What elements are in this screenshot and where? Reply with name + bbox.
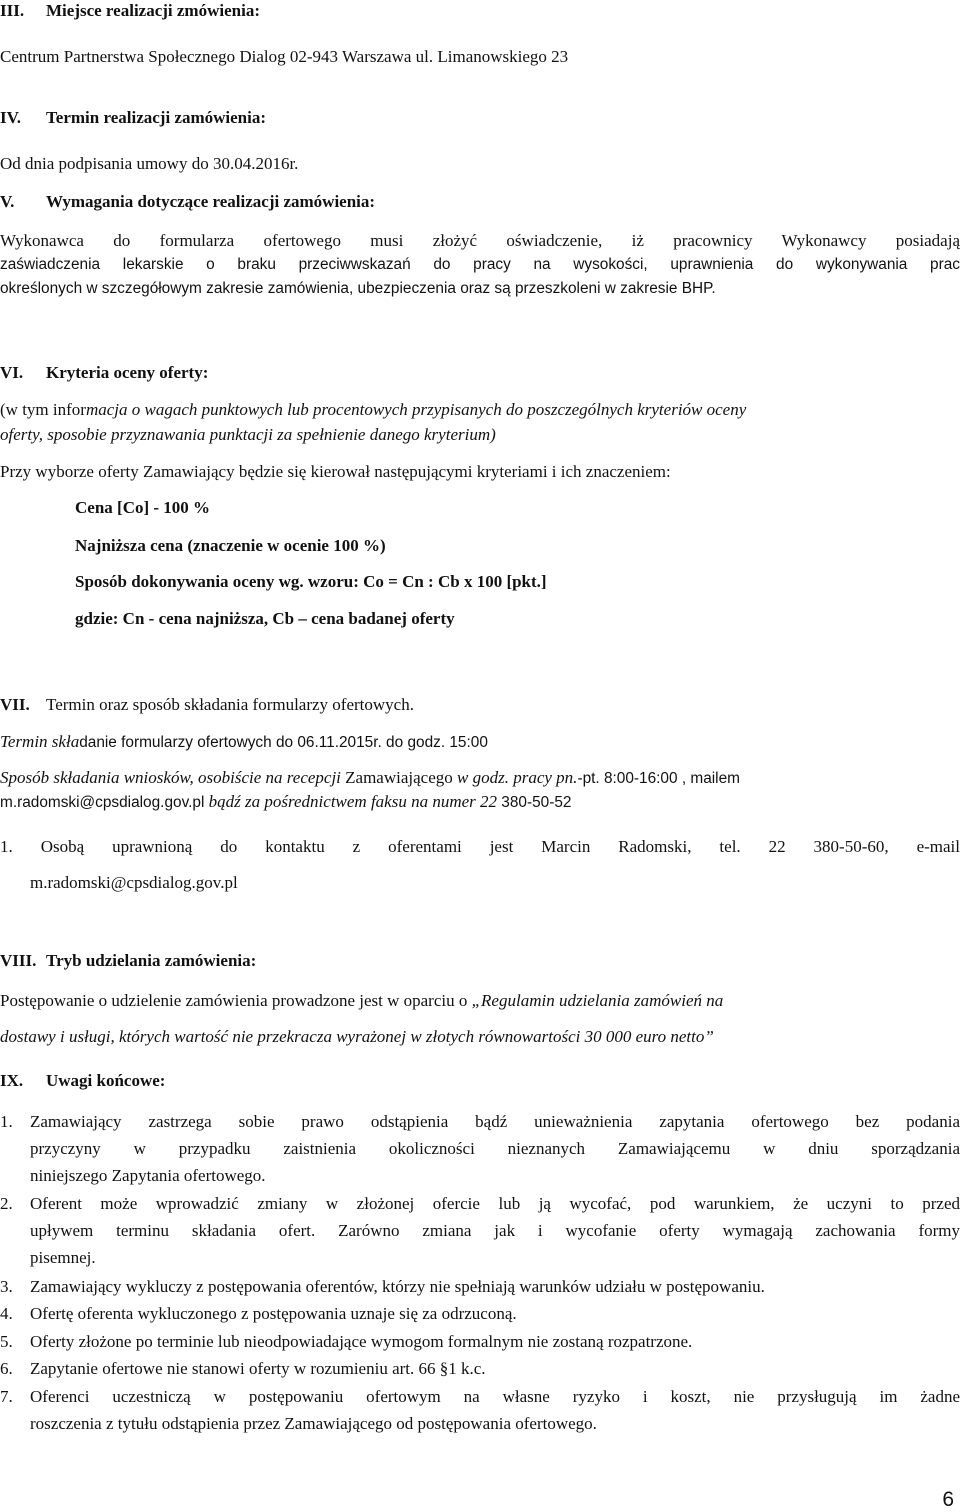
section-7-heading bbox=[0, 694, 960, 716]
item-line: upływem terminu składania ofert. Zarówno zmiana jak i wycofanie oferty wymagają zachowania formy bbox=[30, 1221, 960, 1240]
item-line: Oferty złożone po terminie lub nieodpowiadające wymogom formalnym nie zostaną rozpatrzone. bbox=[30, 1332, 693, 1351]
item-line: niniejszego Zapytania ofertowego. bbox=[30, 1166, 266, 1185]
section-5-line: określonych w szczegółowym zakresie zamówienia, ubezpieczenia oraz są przeszkoleni w zakresie BHP. bbox=[0, 280, 716, 297]
section-5-heading bbox=[0, 191, 960, 213]
section-3-text: Centrum Partnerstwa Społecznego Dialog 02-943 Warszawa ul. Limanowskiego 23 bbox=[0, 47, 569, 66]
section-number: VIII. bbox=[0, 951, 37, 970]
criteria-intro: Przy wyborze oferty Zamawiający będzie się kierował następującymi kryteriami i ich znaczeniem: bbox=[0, 462, 671, 481]
section-title: Uwagi końcowe: bbox=[46, 1071, 166, 1090]
section-number: IV. bbox=[0, 108, 21, 127]
item-line: Ofertę oferenta wykluczonego z postępowania uznaje się za odrzuconą. bbox=[30, 1304, 517, 1323]
section-title: Wymagania dotyczące realizacji zamówienia: bbox=[46, 192, 376, 211]
section-title: Miejsce realizacji zmówienia: bbox=[46, 1, 260, 20]
method-part: Zamawiającego bbox=[345, 768, 458, 787]
item-number: 4. bbox=[0, 1304, 13, 1323]
criterion-item: Cena [Co] - 100 % bbox=[75, 498, 211, 517]
method-part: bądź za pośrednictwem faksu na numer 22 bbox=[208, 792, 502, 811]
item-line: roszczenia z tytułu odstąpienia przez Zamawiającego od postępowania ofertowego. bbox=[30, 1414, 597, 1433]
item-line: pisemnej. bbox=[30, 1248, 96, 1267]
section-7-contact: 1. Osobą uprawnioną do kontaktu z oferentami jest Marcin Radomski, tel. 22 380-50-60, e-mail bbox=[0, 837, 960, 856]
item-number: 3. bbox=[0, 1277, 13, 1296]
section-3-heading bbox=[0, 0, 960, 22]
section-title: Tryb udzielania zamówienia: bbox=[46, 951, 257, 970]
section-8-text: dostawy i usługi, których wartość nie przekracza wyrażonej w złotych równowartości 30 000 euro netto” bbox=[0, 1027, 714, 1046]
email-link[interactable]: m.radomski@cpsdialog.gov.pl bbox=[0, 794, 209, 811]
section-number: VI. bbox=[0, 363, 24, 382]
item-line: Zamawiający zastrzega sobie prawo odstąpienia bądź unieważnienia zapytania ofertowego bez podania bbox=[30, 1112, 960, 1131]
contact-email[interactable]: m.radomski@cpsdialog.gov.pl bbox=[30, 873, 238, 892]
item-number: 5. bbox=[0, 1332, 13, 1351]
deadline-part: danie formularzy ofertowych do 06.11.2015r. do godz. 15:00 bbox=[79, 734, 488, 751]
section-number: III. bbox=[0, 1, 25, 20]
item-line: przyczyny w przypadku zaistnienia okoliczności nieznanych Zamawiającemu w dniu sporządzania bbox=[30, 1139, 960, 1158]
section-number: IX. bbox=[0, 1071, 24, 1090]
section-6-note: oferty, sposobie przyznawania punktacji za spełnienie danego kryterium) bbox=[0, 425, 496, 444]
section-4-text: Od dnia podpisania umowy do 30.04.2016r. bbox=[0, 154, 299, 173]
criterion-item: Najniższa cena (znaczenie w ocenie 100 %) bbox=[75, 536, 386, 555]
item-line: Zapytanie ofertowe nie stanowi oferty w rozumieniu art. 66 §1 k.c. bbox=[30, 1359, 486, 1378]
note-part: macja o wagach punktowych lub procentowych przypisanych do poszczególnych kryteriów oceny bbox=[85, 400, 747, 419]
method-part: -pt. 8:00-16:00 , mailem bbox=[577, 770, 740, 787]
section-8-heading bbox=[0, 950, 960, 972]
section-5-line: Wykonawca do formularza ofertowego musi złożyć oświadczenie, iż pracownicy Wykonawcy posiadają bbox=[0, 231, 960, 250]
text-part: „Regulamin udzielania zamówień na bbox=[471, 991, 724, 1010]
section-title: Termin realizacji zamówienia: bbox=[46, 108, 267, 127]
section-7-method bbox=[0, 767, 960, 790]
method-part: w godz. pracy pn. bbox=[457, 768, 578, 787]
item-line: Zamawiający wykluczy z postępowania oferentów, którzy nie spełniają warunków udziału w postępowaniu. bbox=[30, 1277, 765, 1296]
item-number: 7. bbox=[0, 1387, 13, 1406]
section-5-line: zaświadczenia lekarskie o braku przeciwwskazań do pracy na wysokości, uprawnienia do wykonywania prac bbox=[0, 256, 960, 273]
section-6-note bbox=[0, 399, 960, 421]
item-number: 6. bbox=[0, 1359, 13, 1378]
item-number: 1. bbox=[0, 1112, 13, 1131]
section-4-heading bbox=[0, 107, 960, 129]
section-title: Termin oraz sposób składania formularzy ofertowych. bbox=[46, 695, 414, 714]
section-8-text bbox=[0, 990, 960, 1012]
text-part: Postępowanie o udzielenie zamówienia prowadzone jest w oparciu o bbox=[0, 991, 472, 1010]
criterion-item: gdzie: Cn - cena najniższa, Cb – cena badanej oferty bbox=[75, 609, 455, 628]
criterion-item: Sposób dokonywania oceny wg. wzoru: Co = Cn : Cb x 100 [pkt.] bbox=[75, 572, 547, 591]
section-9-heading bbox=[0, 1070, 960, 1092]
note-part: (w tym infor bbox=[0, 400, 86, 419]
method-part: Sposób składania wniosków, osobiście na recepcji bbox=[0, 768, 346, 787]
section-7-method bbox=[0, 791, 960, 814]
section-7-deadline bbox=[0, 731, 960, 754]
item-number: 2. bbox=[0, 1194, 13, 1213]
section-number: VII. bbox=[0, 695, 30, 714]
section-number: V. bbox=[0, 192, 15, 211]
page-number: 6 bbox=[942, 1488, 954, 1511]
item-line: Oferenci uczestniczą w postępowaniu ofertowym na własne ryzyko i koszt, nie przysługują im żadne bbox=[30, 1387, 960, 1406]
section-title: Kryteria oceny oferty: bbox=[46, 363, 209, 382]
deadline-part: Termin skła bbox=[0, 732, 80, 751]
item-line: Oferent może wprowadzić zmiany w złożonej ofercie lub ją wycofać, pod warunkiem, że uczyni to przed bbox=[30, 1194, 960, 1213]
fax-number: 380-50-52 bbox=[501, 794, 572, 811]
section-6-heading bbox=[0, 362, 960, 384]
